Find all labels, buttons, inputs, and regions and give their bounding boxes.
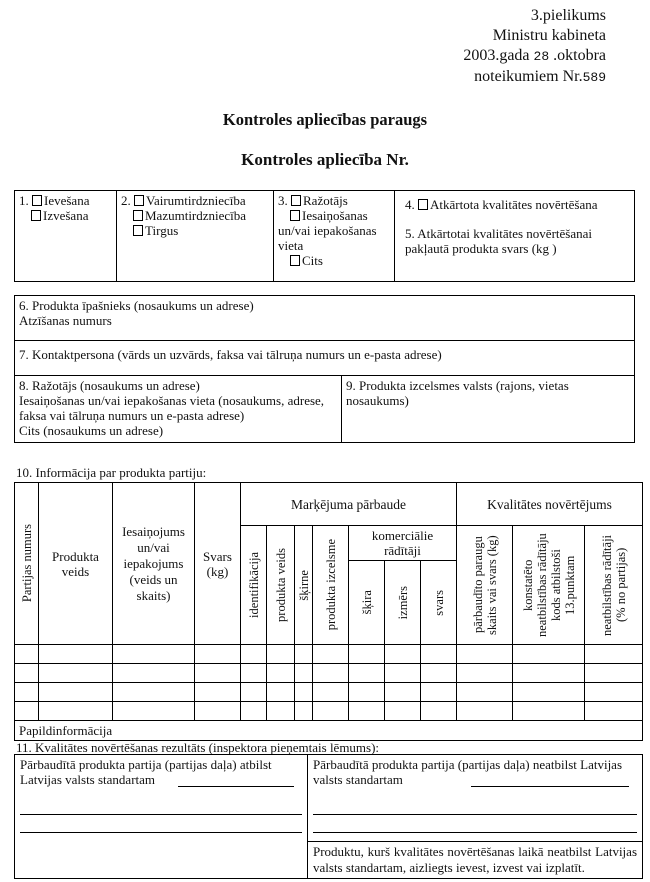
checkbox-icon[interactable] bbox=[133, 225, 143, 236]
field-2: 2. Vairumtirdzniecība Mazumtirdzniecība Tirgus bbox=[117, 191, 274, 282]
col-identification: identifikācija bbox=[241, 526, 267, 645]
section-11-label: 11. Kvalitātes novērtēšanas rezultāts (inspektora pieņemtais lēmums): bbox=[16, 740, 380, 755]
field-5-label: 5. Atkārtotai kvalitātes novērtēšanai pakļautā produkta svars (kg ) bbox=[405, 226, 592, 256]
prohibition-note: Produktu, kurš kvalitātes novērtēšanas laikā neatbilst Latvijas valsts standartam, aizliegts ievest, izvest vai izplatīt. bbox=[308, 841, 642, 878]
col-marking-product-type: produkta veids bbox=[267, 526, 295, 645]
col-samples: pārbaudīto paraugu skaits vai svars (kg) bbox=[457, 526, 513, 645]
result-table bbox=[14, 754, 643, 879]
batch-info-table bbox=[14, 482, 643, 741]
col-class: šķira bbox=[349, 561, 385, 645]
result-not-conforms[interactable]: Pārbaudītā produkta partija (partijas daļa) neatbilst Latvijas valsts standartam Produktu, kurš kvalitātes novērtēšanas laikā neatbilst Latvijas valsts standartam, aizliegts ievest, izvest vai izplatīt. bbox=[308, 755, 643, 879]
annex-header bbox=[463, 6, 606, 88]
section-1-5 bbox=[14, 190, 635, 282]
col-variety: šķirne bbox=[295, 526, 313, 645]
field-3: 3. Ražotājs Iesaiņošanas un/vai iepakošanas vieta Cits bbox=[274, 191, 395, 282]
result-conforms[interactable]: Pārbaudītā produkta partija (partijas daļa) atbilst Latvijas valsts standartam bbox=[15, 755, 308, 879]
field-9: 9. Produkta izcelsmes valsts (rajons, vietas nosaukums) bbox=[342, 376, 635, 443]
group-marking-check: Marķējuma pārbaude bbox=[241, 483, 457, 526]
checkbox-icon[interactable] bbox=[32, 195, 42, 206]
group-quality-assessment: Kvalitātes novērtējums bbox=[457, 483, 643, 526]
annex-cabinet: Ministru kabineta bbox=[492, 27, 606, 44]
checkbox-icon[interactable] bbox=[290, 210, 300, 221]
checkbox-icon[interactable] bbox=[133, 210, 143, 221]
table-row bbox=[15, 645, 643, 664]
annex-regulation: noteikumiem Nr.589 bbox=[474, 68, 606, 85]
checkbox-icon[interactable] bbox=[134, 195, 144, 206]
table-row bbox=[15, 702, 643, 721]
table-row bbox=[15, 683, 643, 702]
group-commercial: komerciālie rādītāji bbox=[349, 526, 457, 561]
col-weight: Svars (kg) bbox=[195, 483, 241, 645]
field-6: 6. Produkta īpašnieks (nosaukums un adrese) Atzīšanas numurs bbox=[15, 296, 635, 341]
section-6-9 bbox=[14, 295, 635, 443]
checkbox-icon[interactable] bbox=[418, 199, 428, 210]
checkbox-icon[interactable] bbox=[31, 210, 41, 221]
col-batch-number: Partijas numurs bbox=[15, 483, 39, 645]
checkbox-icon[interactable] bbox=[290, 255, 300, 266]
col-nonconformity-code: konstatēto neatbilstības rādītāju kods atbilstoši 13.punktam bbox=[513, 526, 585, 645]
col-size: izmērs bbox=[385, 561, 421, 645]
field-8: 8. Ražotājs (nosaukums un adrese) Iesaiņošanas un/vai iepakošanas vieta (nosaukums, adrese, faksa vai tālruņa numurs un e-pasta adrese) Cits (nosaukums un adrese) bbox=[15, 376, 342, 443]
col-packaging: Iesaiņojums un/vai iepakojums (veids un skaits) bbox=[113, 483, 195, 645]
annex-number: 3.pielikums bbox=[530, 7, 606, 24]
checkbox-icon[interactable] bbox=[291, 195, 301, 206]
col-nonconformity-pct: neatbilstības rādītāji (% no partijas) bbox=[585, 526, 643, 645]
col-product-type: Produkta veids bbox=[39, 483, 113, 645]
field-7: 7. Kontaktpersona (vārds un uzvārds, faksa vai tālruņa numurs un e-pasta adrese) bbox=[15, 341, 635, 376]
field-4-5: 4. Atkārtota kvalitātes novērtēšana 5. Atkārtotai kvalitātes novērtēšanai pakļautā produkta svars (kg ) bbox=[395, 191, 635, 282]
annex-date: 2003.gada 28 .oktobra bbox=[463, 47, 606, 64]
section-10-label: 10. Informācija par produkta partiju: bbox=[16, 465, 207, 480]
col-origin: produkta izcelsme bbox=[313, 526, 349, 645]
page-title: Kontroles apliecības paraugs bbox=[222, 110, 428, 129]
col-mass: svars bbox=[421, 561, 457, 645]
field-1: 1. Ievešana Izvešana bbox=[15, 191, 117, 282]
additional-info[interactable]: Papildinformācija bbox=[15, 721, 643, 741]
page-subtitle: Kontroles apliecība Nr. bbox=[241, 150, 409, 169]
table-row bbox=[15, 664, 643, 683]
